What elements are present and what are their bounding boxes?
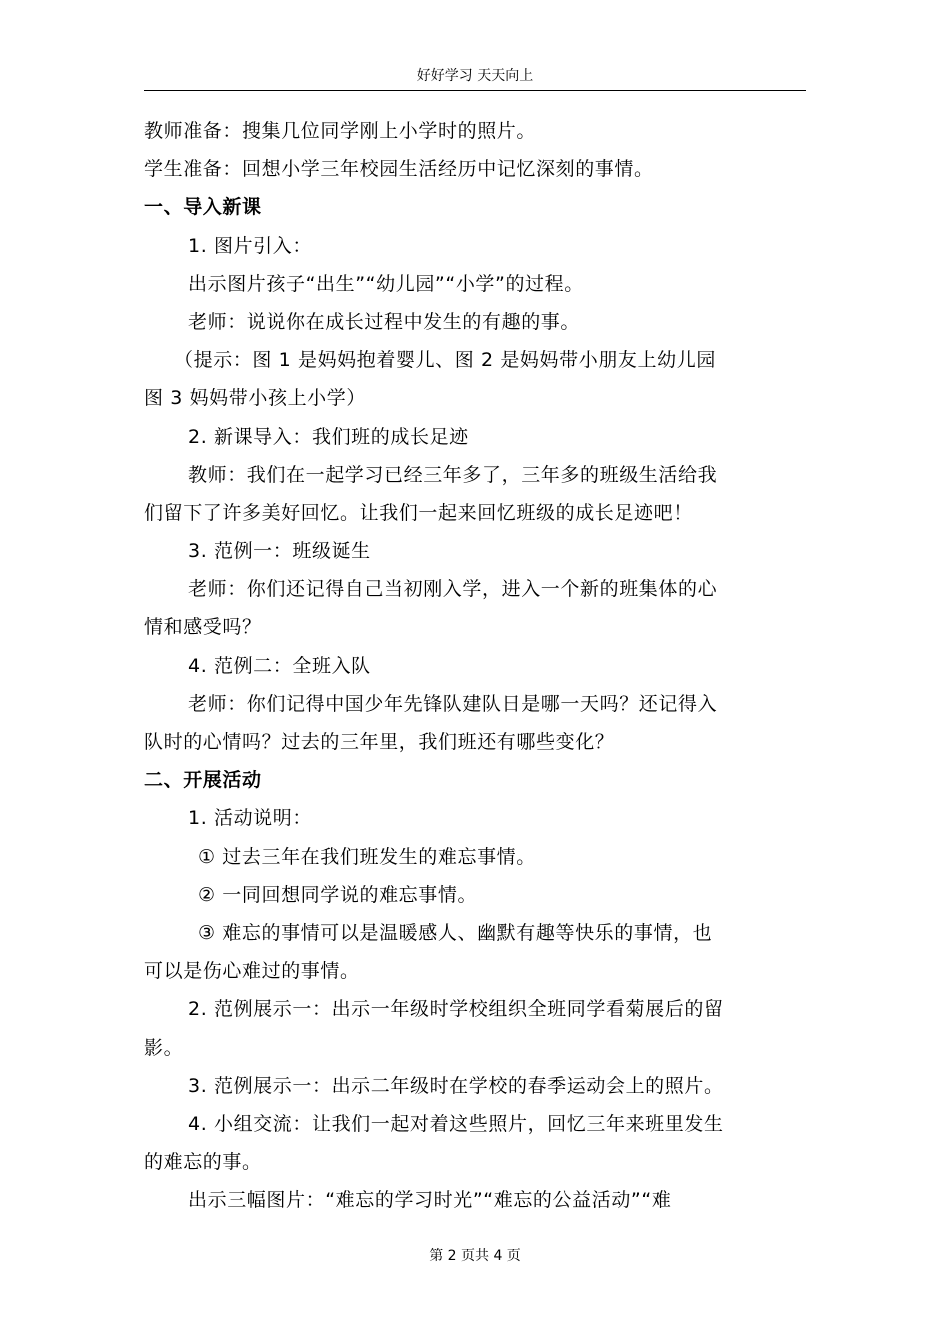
text-line: 出示三幅图片：“难忘的学习时光”“难忘的公益活动”“难 [188,1189,672,1212]
section-heading: 一、导入新课 [144,196,262,219]
text-line: （提示：图 1 是妈妈抱着婴儿、图 2 是妈妈带小朋友上幼儿园 [174,349,716,372]
text-line: 出示图片孩子“出生”“幼儿园”“小学”的过程。 [188,272,584,295]
text-line: 4. 小组交流：让我们一起对着这些照片，回忆三年来班里发生 [188,1112,724,1135]
page-header [144,66,806,91]
text-line: 图 3 妈妈带小孩上小学） [144,387,366,410]
page-footer [0,1246,950,1266]
text-line: 影。 [144,1036,184,1059]
document-body [144,112,806,1219]
text-line: 3. 范例展示一：出示二年级时在学校的春季运动会上的照片。 [188,1074,724,1097]
text-line: 4. 范例二：全班入队 [188,654,371,677]
text-line: 可以是伤心难过的事情。 [144,960,360,983]
text-line: 3. 范例一：班级诞生 [188,540,371,563]
text-line: 的难忘的事。 [144,1151,262,1174]
text-line: 队时的心情吗？过去的三年里，我们班还有哪些变化？ [144,731,615,753]
text-line: 1. 图片引入： [188,234,312,257]
text-line: 1. 活动说明： [188,807,312,830]
text-line: 教师：我们在一起学习已经三年多了，三年多的班级生活给我 [188,463,718,486]
text-line: ② 一同回想同学说的难忘事情。 [198,883,478,906]
header-title: 好好学习 天天向上 [416,68,534,84]
section-heading: 二、开展活动 [144,769,262,792]
text-line: 2. 新课导入：我们班的成长足迹 [188,425,469,448]
text-line: 教师准备：搜集几位同学刚上小学时的照片。 [144,120,537,142]
text-line: 老师：说说你在成长过程中发生的有趣的事。 [188,310,581,333]
text-line: 老师：你们记得中国少年先锋队建队日是哪一天吗？还记得入 [188,692,718,715]
text-line: 2. 范例展示一：出示一年级时学校组织全班同学看菊展后的留 [188,998,724,1021]
page-number: 第 2 页共 4 页 [429,1248,521,1264]
text-line: ③ 难忘的事情可以是温暖感人、幽默有趣等快乐的事情，也 [198,921,713,944]
text-line: 老师：你们还记得自己当初刚入学，进入一个新的班集体的心 [188,578,718,601]
text-line: 情和感受吗？ [144,616,262,639]
text-line: 学生准备：回想小学三年校园生活经历中记忆深刻的事情。 [144,158,654,181]
text-line: ① 过去三年在我们班发生的难忘事情。 [198,845,536,868]
text-line: 们留下了许多美好回忆。让我们一起来回忆班级的成长足迹吧！ [144,501,693,524]
